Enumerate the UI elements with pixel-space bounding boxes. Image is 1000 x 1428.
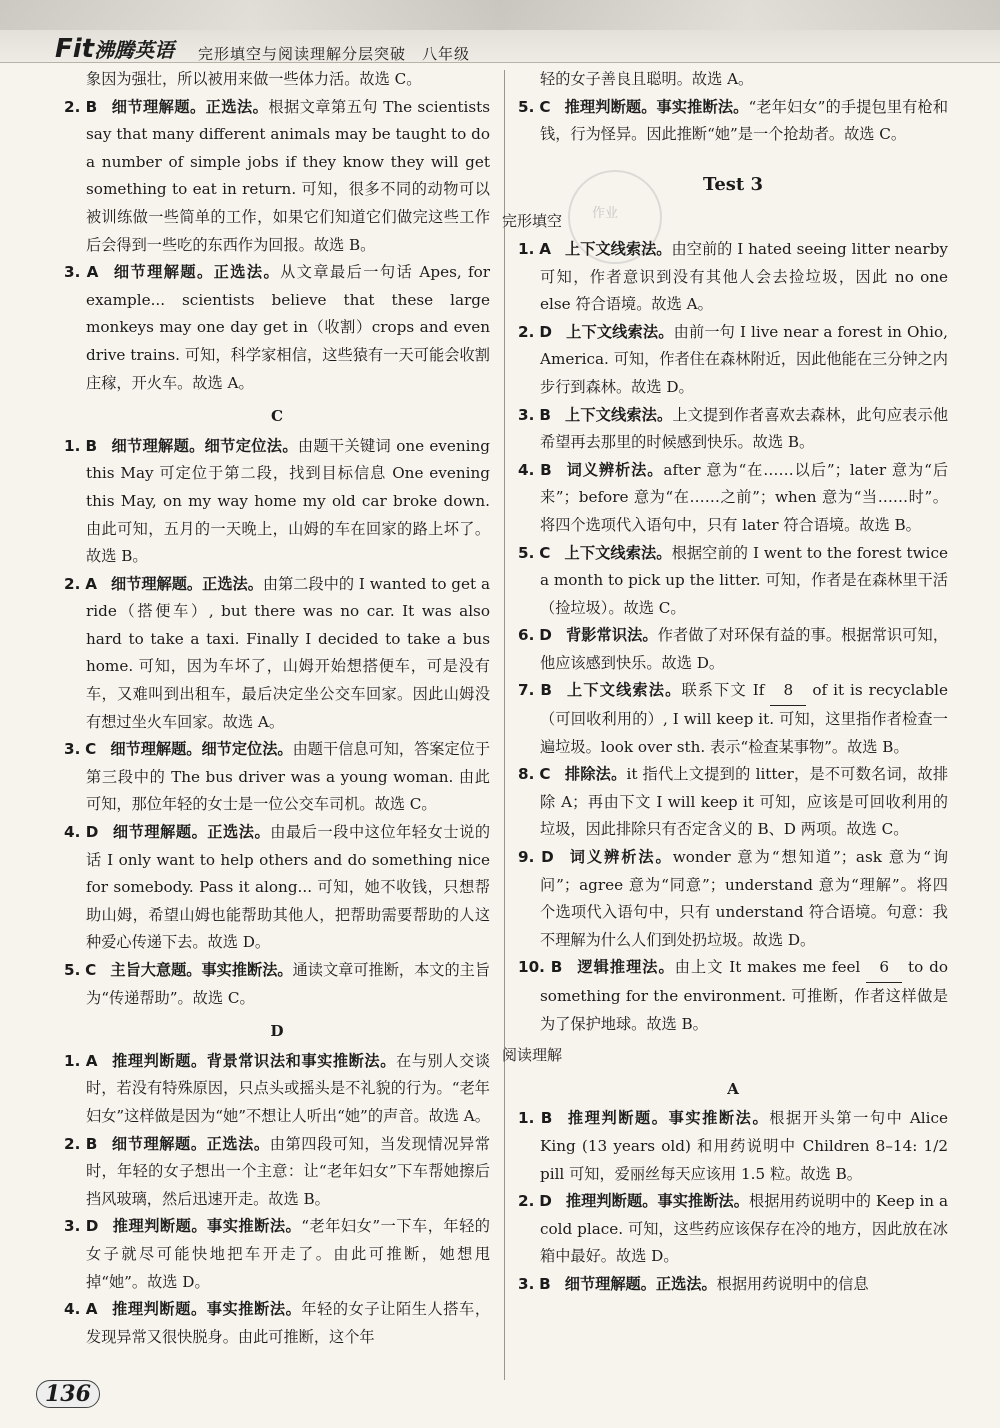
explanation-text: of it is recyclable（可回收利用的）, I will keep it. 可知，这里指作者检查一遍垃圾。look over sth. 表示“检查某事物”。故选 B。 bbox=[540, 681, 949, 756]
question-number: 8. bbox=[518, 765, 535, 784]
explanation-text: 根据开头第一句中 Alice King (13 years old) 和用药说明中 Children 8–14: 1/2 pill 可知，爱丽丝每天应该用 1.5 粒。故选 B。 bbox=[540, 1109, 948, 1183]
answer-letter: D bbox=[541, 848, 554, 867]
explanation-text: 上文提到作者喜欢去森林，此句应表示他希望再去那里的时候感到快乐。故选 B。 bbox=[540, 405, 949, 452]
explanation-text: to do something for the environment. 可推断，作者这样做是为了保护地球。故选 B。 bbox=[540, 958, 949, 1033]
question-number: 1. bbox=[64, 436, 81, 455]
answer-letter: D bbox=[85, 1217, 99, 1236]
answer-letter: D bbox=[539, 1192, 552, 1211]
explanation-text: 由第四段可知，当发现情况异常时，年轻的女子想出一个主意：让“老年妇女”下车帮她擦后挡风玻璃，然后迅速开走。故选 B。 bbox=[86, 1134, 491, 1208]
answer-item bbox=[518, 954, 948, 1038]
question-number: 10. bbox=[518, 958, 545, 977]
section-letter: C bbox=[270, 407, 284, 426]
answer-item bbox=[64, 94, 490, 260]
explanation-text: 从文章最后一句话 Apes, for example... scientists believe that these large monkeys may one day get in（收割）crops and even drive trains. 可知，科学家相信，这些猿有一天可能会收割庄稼，开火车。故选 A。 bbox=[86, 263, 491, 392]
answer-item bbox=[64, 819, 490, 957]
explanation-text: 根据文章第五句 The scientists say that many different animals may be taught to do a number of simple jobs if they know they will get something to eat in return. 可知，很多不同的动物可以被训练做一些简单的工作，如果它们知道它们做完这些工作后会得到一些吃的东西作为回报。故选 B。 bbox=[86, 97, 491, 254]
section-letter: D bbox=[270, 1022, 284, 1041]
answer-letter: B bbox=[540, 460, 552, 479]
explanation-text: 由最后一段中这位年轻女士说的话 I only want to help others and do something nice for somebody. Pass it along... 可知，她不收钱，只想帮助山姆，希望山姆也能帮助其他人，把帮助需要帮助的人这种爱心传递下去。故选 D。 bbox=[86, 823, 491, 952]
answer-letter: C bbox=[85, 740, 97, 759]
blank-number: 8 bbox=[770, 677, 806, 706]
answer-letter: C bbox=[85, 961, 97, 979]
answer-item bbox=[64, 957, 490, 1012]
explanation-text: 作者做了对环保有益的事。根据常识可知，他应该感到快乐。故选 D。 bbox=[540, 626, 949, 672]
explanation-text: 由题干信息可知，答案定位于第三段中的 The bus driver was a young woman. 由此可知，那位年轻的女士是一位公交车司机。故选 C。 bbox=[86, 740, 491, 814]
question-number: 1. bbox=[518, 1109, 535, 1128]
answer-letter: B bbox=[550, 958, 563, 977]
explanation-text: 在与别人交谈时，若没有特殊原因，只点头或摇头是不礼貌的行为。“老年妇女”这样做是因为“她”不想让人听出“她”的声音。故选 A。 bbox=[86, 1051, 491, 1125]
explanation-text: 通读文章可推断，本文的主旨为“传递帮助”。故选 C。 bbox=[86, 961, 491, 1007]
question-type: 推理判断题。事实推断法。 bbox=[111, 1300, 302, 1319]
explanation-text: 由题干关键词 one evening this May 可定位于第二段，找到目标信息 One evening this May, on my way home my old car broke down. 由此可知，五月的一天晚上，山姆的车在回家的路上坏了。故选 B。 bbox=[86, 436, 491, 566]
question-number: 2. bbox=[518, 322, 535, 341]
question-number: 2. bbox=[518, 1192, 535, 1211]
question-number: 5. bbox=[64, 961, 81, 979]
question-type: 细节理解题。正选法。 bbox=[110, 574, 263, 593]
question-type: 词义辨析法。 bbox=[567, 848, 673, 867]
answer-letter: A bbox=[86, 263, 99, 282]
answer-item bbox=[64, 1213, 490, 1296]
explanation-text: 年轻的女子让陌生人搭车，发现异常又很快脱身。由此可推断，这个年 bbox=[86, 1300, 491, 1346]
answer-letter: D bbox=[539, 322, 552, 341]
answer-continuation: 象因为强壮，所以被用来做一些体力活。故选 C。 bbox=[86, 70, 422, 88]
question-type: 上下文线索法。 bbox=[564, 543, 672, 562]
answer-letter: A bbox=[85, 1051, 98, 1070]
explanation-text: “老年妇女”的手提包里有枪和钱，行为怪异。因此推断“她”是一个抢劫者。故选 C。 bbox=[540, 97, 949, 144]
question-type: 上下文线索法。 bbox=[564, 239, 672, 258]
section-letter: A bbox=[727, 1079, 739, 1098]
page-header bbox=[0, 0, 1000, 63]
question-number: 4. bbox=[64, 1300, 81, 1319]
answer-item bbox=[518, 1105, 948, 1188]
brand-logo bbox=[55, 34, 174, 64]
question-number: 3. bbox=[64, 1217, 81, 1236]
answer-letter: B bbox=[85, 1134, 98, 1153]
question-type: 细节理解题。正选法。 bbox=[111, 97, 269, 116]
question-type: 上下文线索法。 bbox=[565, 681, 682, 700]
explanation-text: “老年妇女”一下车，年轻的女子就尽可能快地把车开走了。由此可推断，她想甩掉“她”。故选 D。 bbox=[86, 1217, 490, 1291]
answer-letter: D bbox=[539, 626, 552, 645]
question-type: 推理判断题。事实推断法。 bbox=[112, 1217, 302, 1236]
question-type: 细节理解题。细节定位法。 bbox=[110, 740, 293, 759]
explanation-text: 根据空前的 I went to the forest twice a month to pick up the litter. 可知，作者是在森林里干活（捡垃圾）。故选 C。 bbox=[540, 543, 949, 617]
question-type: 逻辑推理法。 bbox=[576, 958, 675, 977]
question-number: 3. bbox=[64, 740, 81, 759]
answer-letter: B bbox=[85, 97, 98, 116]
answer-item bbox=[64, 1048, 490, 1131]
answer-letter: A bbox=[539, 239, 551, 258]
answer-item bbox=[64, 259, 490, 397]
answer-letter: B bbox=[540, 1109, 553, 1128]
question-type: 细节理解题。正选法。 bbox=[564, 1274, 717, 1293]
answer-item bbox=[518, 540, 948, 623]
question-number: 2. bbox=[64, 97, 81, 116]
question-number: 3. bbox=[518, 1274, 535, 1293]
column-divider bbox=[504, 70, 505, 1380]
question-number: 3. bbox=[518, 405, 535, 424]
question-number: 2. bbox=[64, 574, 81, 593]
question-type: 推理判断题。事实推断法。 bbox=[566, 1109, 770, 1128]
question-type: 推理判断题。事实推断法。 bbox=[564, 97, 749, 116]
answer-letter: B bbox=[539, 1274, 551, 1293]
question-number: 7. bbox=[518, 681, 535, 700]
question-type: 上下文线索法。 bbox=[565, 322, 674, 341]
question-number: 4. bbox=[518, 460, 535, 479]
question-number: 5. bbox=[518, 97, 535, 116]
question-type: 推理判断题。事实推断法。 bbox=[565, 1192, 749, 1211]
answer-item bbox=[518, 761, 948, 844]
answer-item bbox=[518, 319, 948, 402]
answer-item bbox=[64, 1131, 490, 1214]
left-column bbox=[64, 66, 490, 1351]
question-number: 1. bbox=[64, 1051, 81, 1070]
question-number: 4. bbox=[64, 823, 81, 842]
question-type: 上下文线索法。 bbox=[564, 405, 673, 424]
answer-item bbox=[64, 736, 490, 819]
explanation-text: 由第二段中的 I wanted to get a ride（搭便车）, but there was no car. It was also hard to take a taxi. Finally I decided to take a bus home. 可知，因为车坏了，山姆开始想搭便车，可是没有车，又难叫到出租车，最后决定坐公交车回家。因此山姆没有想过坐火车回家。故选 A。 bbox=[86, 574, 491, 731]
part-title: 完形填空 bbox=[502, 212, 563, 231]
question-type: 背影常识法。 bbox=[565, 626, 658, 645]
right-column bbox=[502, 66, 949, 1299]
explanation-text: 由空前的 I hated seeing litter nearby 可知，作者意识到没有其他人会去捡垃圾，因此 no one else 符合语境。故选 A。 bbox=[540, 239, 948, 314]
explanation-text: 由上文 It makes me feel bbox=[674, 958, 867, 977]
answer-item bbox=[518, 1188, 948, 1271]
stamp-text: 作业 bbox=[592, 206, 619, 221]
explanation-text: 根据用药说明中的信息 bbox=[716, 1274, 869, 1293]
question-type: 细节理解题。细节定位法。 bbox=[111, 436, 298, 455]
answer-item bbox=[64, 571, 490, 737]
answer-item bbox=[518, 677, 948, 761]
question-number: 6. bbox=[518, 626, 535, 645]
answer-item bbox=[518, 402, 948, 457]
explanation-text: 联系下文 If bbox=[681, 681, 771, 700]
answer-letter: B bbox=[85, 436, 98, 455]
header-decoration bbox=[0, 0, 1000, 30]
explanation-text: it 指代上文提到的 litter，是不可数名词，故排除 A；再由下文 I will keep it 可知，应该是可回收利用的垃圾，因此排除只有否定含义的 B、D 两项。故选 C。 bbox=[540, 765, 949, 839]
test-title: Test 3 bbox=[702, 173, 764, 195]
question-type: 细节理解题。正选法。 bbox=[112, 263, 281, 282]
question-type: 细节理解题。正选法。 bbox=[112, 823, 271, 842]
explanation-text: 由前一句 I live near a forest in Ohio, America. 可知，作者住在森林附近，因此他能在三分钟之内步行到森林。故选 D。 bbox=[540, 322, 949, 396]
answer-letter: C bbox=[539, 97, 551, 116]
question-number: 3. bbox=[64, 263, 81, 282]
logo-latin: Fit bbox=[55, 34, 95, 64]
answer-item bbox=[518, 1271, 948, 1299]
explanation-text: wonder 意为“想知道”；ask 意为“询问”；agree 意为“同意”；understand 意为“理解”。将四个选项代入语句中，只有 understand 符合语境。句意：我不理解为什么人们到处扔垃圾。故选 D。 bbox=[540, 848, 949, 949]
answer-letter: C bbox=[539, 765, 551, 784]
part-title: 阅读理解 bbox=[502, 1046, 563, 1065]
question-number: 9. bbox=[518, 848, 535, 867]
question-type: 排除法。 bbox=[564, 765, 627, 784]
answer-item bbox=[518, 94, 948, 149]
answer-item bbox=[518, 622, 948, 677]
question-number: 5. bbox=[518, 543, 535, 562]
question-number: 1. bbox=[518, 239, 535, 258]
answer-continuation: 轻的女子善良且聪明。故选 A。 bbox=[540, 70, 754, 88]
page-number: 136 bbox=[36, 1380, 100, 1408]
book-title: 完形填空与阅读理解分层突破 八年级 bbox=[198, 45, 471, 63]
answer-item bbox=[518, 844, 948, 954]
question-type: 主旨大意题。事实推断法。 bbox=[110, 961, 293, 979]
answer-letter: A bbox=[85, 574, 97, 593]
explanation-text: 根据用药说明中的 Keep in a cold place. 可知，这些药应该保存在冷的地方，因此放在冰箱中最好。故选 D。 bbox=[540, 1192, 949, 1266]
question-number: 2. bbox=[64, 1134, 81, 1153]
logo-cn: 沸腾英语 bbox=[94, 38, 175, 62]
answer-letter: C bbox=[539, 543, 551, 562]
question-type: 细节理解题。正选法。 bbox=[111, 1134, 270, 1153]
answer-item bbox=[518, 236, 948, 319]
answer-letter: B bbox=[540, 681, 552, 700]
answer-letter: D bbox=[85, 823, 99, 842]
question-type: 词义辨析法。 bbox=[565, 460, 664, 479]
answer-item bbox=[64, 433, 490, 571]
question-type: 推理判断题。背景常识法和事实推断法。 bbox=[111, 1051, 396, 1070]
blank-number: 6 bbox=[866, 954, 902, 983]
answer-letter: B bbox=[539, 405, 551, 424]
explanation-text: after 意为“在……以后”；later 意为“后来”；before 意为“在……之前”；when 意为“当……时”。将四个选项代入语句中，只有 later 符合语境。故选 B。 bbox=[540, 460, 949, 534]
answer-item bbox=[64, 1296, 490, 1351]
answer-item bbox=[518, 457, 948, 540]
answer-letter: A bbox=[85, 1300, 98, 1319]
